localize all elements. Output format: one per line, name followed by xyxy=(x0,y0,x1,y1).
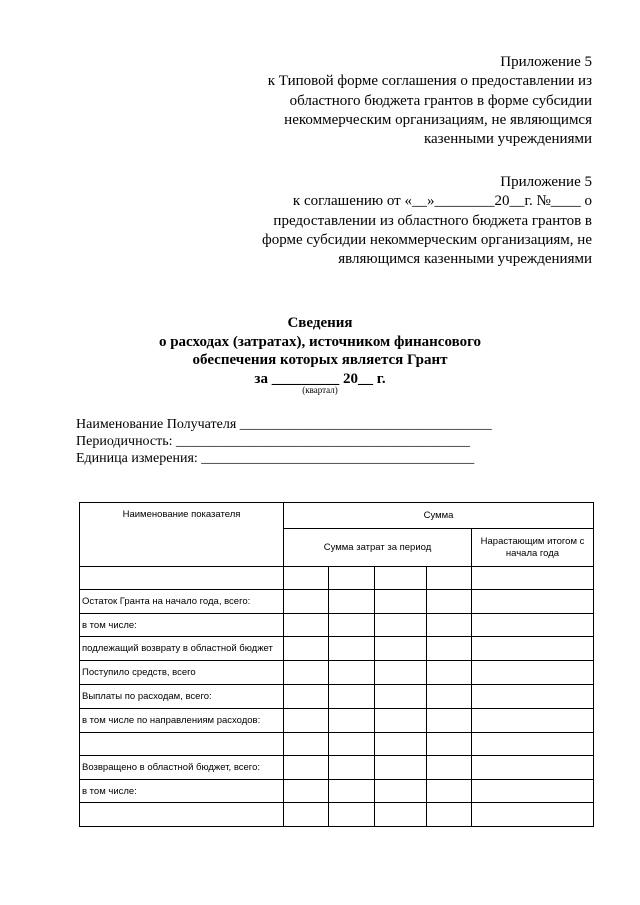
annex-header-1 xyxy=(268,53,592,149)
row-label: в том числе по направлениям расходов: xyxy=(80,709,284,733)
recipient-field: Наименование Получателя ____________________________________ xyxy=(76,417,492,432)
row-label: подлежащий возврату в областной бюджет xyxy=(80,637,284,661)
title-line: Сведения xyxy=(287,315,353,331)
table-row xyxy=(80,685,594,709)
table-row xyxy=(80,756,594,780)
recipient-fields xyxy=(76,416,492,467)
document-title xyxy=(0,314,640,388)
title-line: обеспечения которых является Грант xyxy=(192,352,448,368)
row-label: Поступило средств, всего xyxy=(80,661,284,685)
row-label: Выплаты по расходам, всего: xyxy=(80,685,284,709)
row-label xyxy=(80,733,284,756)
header-sum: Сумма xyxy=(284,503,594,529)
title-line: за _________ 20__ г. xyxy=(254,370,386,387)
expenses-table xyxy=(79,502,594,827)
annex-header-2 xyxy=(247,173,592,269)
table-row xyxy=(80,709,594,733)
annex-line: Приложение 5 xyxy=(500,54,592,70)
header-indicator: Наименование показателя xyxy=(80,503,284,567)
annex-line: предоставлении из областного бюджета грантов в xyxy=(273,212,592,229)
annex-line: к Типовой форме соглашения о предоставлении из xyxy=(267,73,592,90)
row-label: в том числе: xyxy=(80,780,284,803)
row-label: Возвращено в областной бюджет, всего: xyxy=(80,756,284,780)
row-label: в том числе: xyxy=(80,614,284,637)
table-row xyxy=(80,733,594,756)
periodicity-field: Периодичность: __________________________________________ xyxy=(76,434,471,449)
annex-line: форме субсидии некоммерческим организациям, не xyxy=(262,231,592,248)
annex-line: являющимся казенными учреждениями xyxy=(338,251,592,268)
row-label xyxy=(80,803,284,827)
unit-field: Единица измерения: _______________________________________ xyxy=(76,451,475,466)
row-label xyxy=(80,567,284,590)
table-row xyxy=(80,567,594,590)
table-row xyxy=(80,637,594,661)
annex-line: к соглашению от «__»________20__г. №____ о xyxy=(292,193,592,210)
table-row xyxy=(80,661,594,685)
annex-line: областного бюджета грантов в форме субсидии xyxy=(289,92,592,109)
header-cumulative: Нарастающим итогом с начала года xyxy=(472,529,594,567)
table-row xyxy=(80,590,594,614)
table-row xyxy=(80,614,594,637)
annex-line: некоммерческим организациям, не являющимся xyxy=(284,111,592,128)
annex-line: Приложение 5 xyxy=(500,174,592,190)
table-row xyxy=(80,780,594,803)
table-row xyxy=(80,803,594,827)
quarter-hint: (квартал) xyxy=(302,385,338,395)
row-label: Остаток Гранта на начало года, всего: xyxy=(80,590,284,614)
header-period: Сумма затрат за период xyxy=(284,529,472,567)
annex-line: казенными учреждениями xyxy=(423,131,592,148)
title-line: о расходах (затратах), источником финансового xyxy=(158,333,482,350)
